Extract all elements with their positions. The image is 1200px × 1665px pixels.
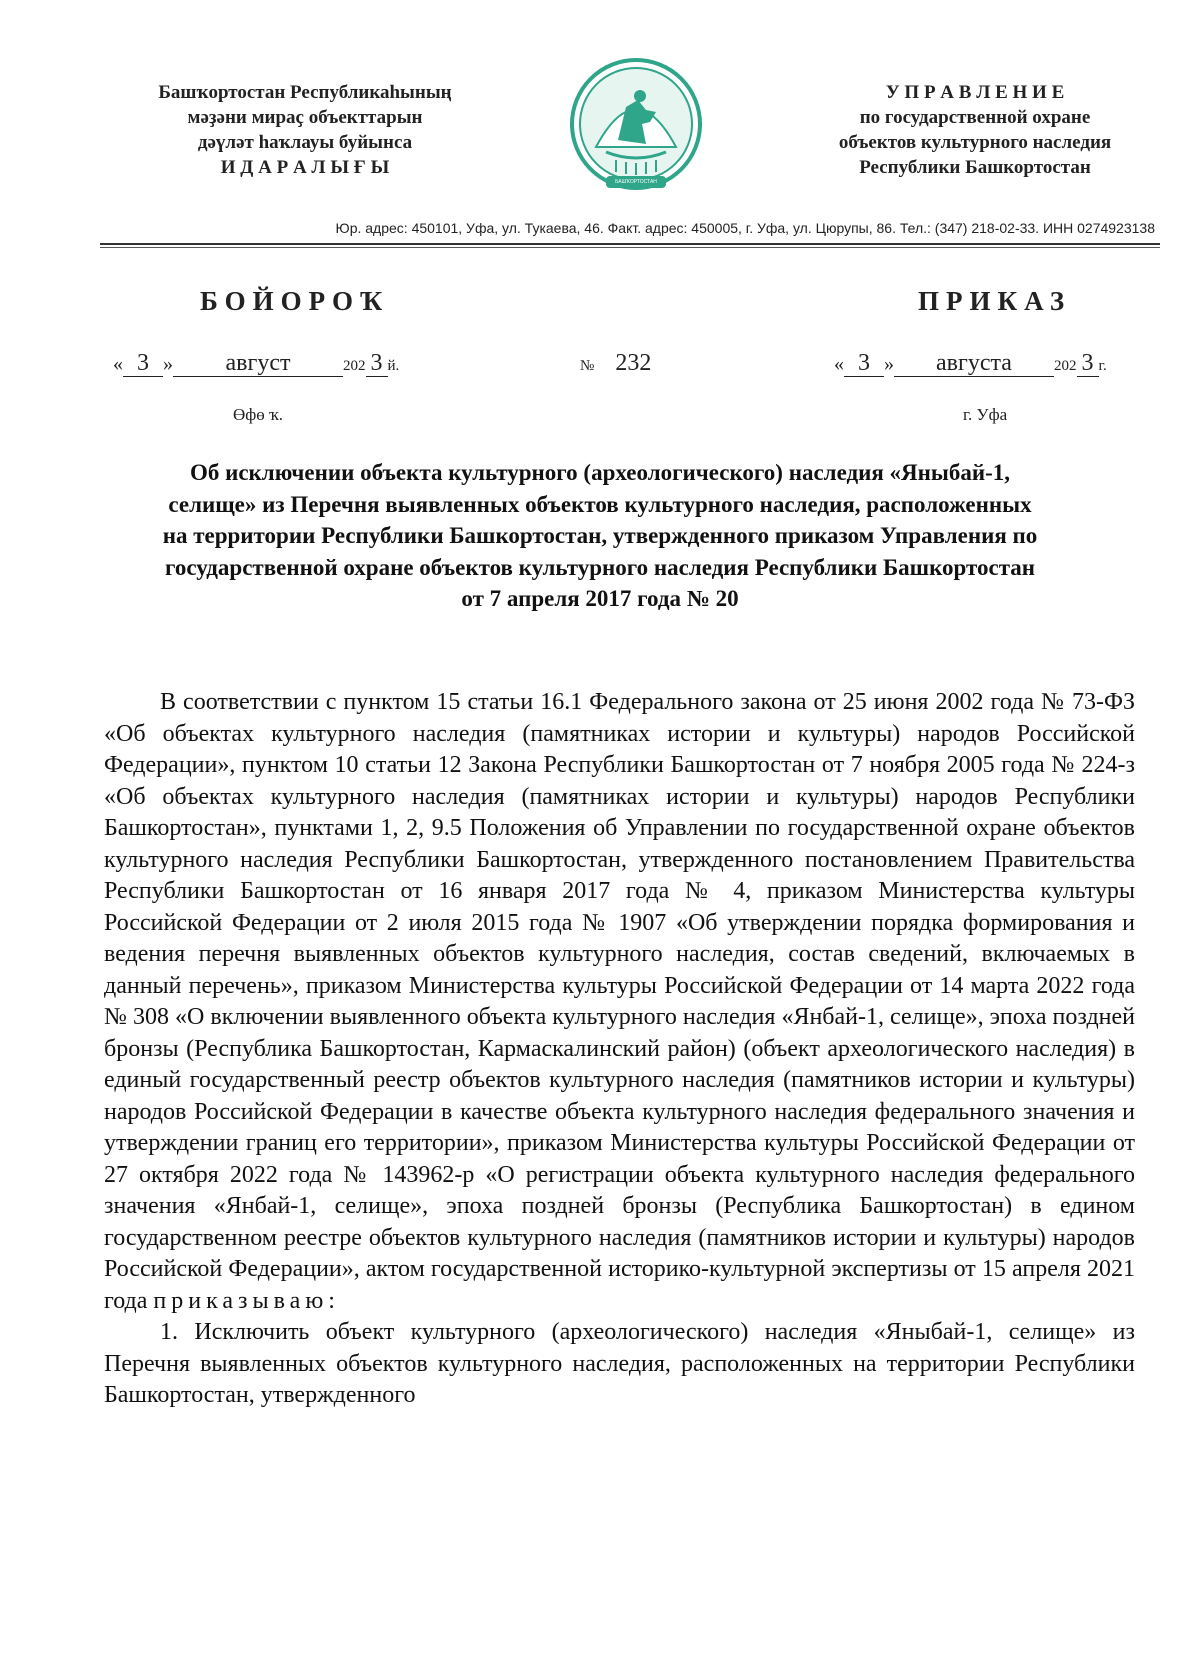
date-unit: г. <box>1098 358 1107 374</box>
paragraph-text: В соответствии с пунктом 15 статьи 16.1 Федерального закона от 25 июня 2002 года № 73-ФЗ «Об объектах культурного наследия (памятниках истории и культуры) народов Российской Федерации», пунктом 10 статьи 12 Закона Республики Башкортостан от 7 ноября 2005 года № 224-з «Об объектах культурного наследия (памятниках истории и культуры) народов Республики Башкортостан», пунктами 1, 2, 9.5 Положения об Управлении по государственной охране объектов культурного наследия Республики Башкортостан, утвержденного постановлением Правительства Республики Башкортостан от 16 января 2017 года № 4, приказом Министерства культуры Российской Федерации от 2 июля 2015 года № 1907 «Об утверждении порядка формирования и ведения перечня выявленных объектов культурного наследия, состав сведений, включаемых в данный перечень», приказом Министерства культуры Российской Федерации от 14 марта 2022 года № 308 «О включении выявленного объекта культурного наследия «Янбай-1, селище», эпоха поздней бронзы (Республика Башкортостан, Кармаскалинский район) (объект археологического наследия) в единый государственный реестр объектов культурного наследия (памятников истории и культуры) народов Российской Федерации в качестве объекта культурного наследия федерального значения и утверждении границ его территории», приказом Министерства культуры Российской Федерации от 27 октября 2022 года № 143962-р «О регистрации объекта культурного наследия федерального значения «Янбай-1, селище», эпоха поздней бронзы (Республика Башкортостан) в едином государственном реестре объектов культурного наследия (памятников истории и культуры) народов Российской Федерации», актом государственной историко-культурной экспертизы от 15 апреля 2021 года <box>104 689 1135 1314</box>
header-divider <box>100 243 1160 245</box>
quote-open: « <box>834 353 844 375</box>
doctype-bashkir: БОЙОРОҠ <box>200 286 390 316</box>
date-day: 3 <box>844 350 884 377</box>
republic-emblem-icon <box>566 52 706 202</box>
header-bashkir-line: дәүләт һаҡлауы буйынса <box>197 132 413 153</box>
header-russian-line: объектов культурного наследия <box>838 132 1112 153</box>
quote-close: » <box>163 353 173 375</box>
quote-open: « <box>113 353 123 375</box>
quote-close: » <box>884 353 894 375</box>
header-russian-block <box>795 80 1155 180</box>
date-year-suffix: 3 <box>1077 350 1099 377</box>
header-bashkir-line: мәҙәни мираҫ объекттарын <box>187 107 423 128</box>
date-russian <box>834 350 1107 377</box>
header-bashkir-block <box>95 80 515 180</box>
order-number <box>580 350 651 377</box>
date-year-suffix: 3 <box>366 350 388 377</box>
date-month: августа <box>894 350 1054 377</box>
header-bashkir-line: Башҡортостан Республикаһының <box>158 82 452 103</box>
order-word: приказываю: <box>153 1287 340 1314</box>
document-body <box>104 687 1135 1412</box>
header-divider-thin <box>100 247 1160 248</box>
body-paragraph <box>104 687 1135 1317</box>
date-year-prefix: 202 <box>1054 358 1077 374</box>
city-bashkir: Өфө ҡ. <box>233 405 284 424</box>
doctype-russian: ПРИКАЗ <box>918 286 1072 316</box>
date-unit: й. <box>387 358 400 374</box>
header-russian-line: У П Р А В Л Е Н И Е <box>885 82 1065 103</box>
date-month: август <box>173 350 343 377</box>
body-paragraph: 1. Исключить объект культурного (археологического) наследия «Яныбай-1, селище» из Перечня выявленных объектов культурного наследия, расположенных на территории Республики Башкортостан, утвержденного <box>104 1319 1135 1408</box>
emblem-text: БАШҠОРТОСТАН <box>615 179 657 185</box>
date-day: 3 <box>123 350 163 377</box>
number-value: 232 <box>615 350 652 376</box>
date-bashkir <box>113 350 399 377</box>
header-bashkir-line: И Д А Р А Л Ы Ғ Ы <box>220 157 390 178</box>
number-sign: № <box>580 358 595 374</box>
address-line: Юр. адрес: 450101, Уфа, ул. Тукаева, 46. Факт. адрес: 450005, г. Уфа, ул. Цюрупы, 86. Тел.: (347) 218-02-33. ИНН 0274923138 <box>335 220 1155 236</box>
city-russian: г. Уфа <box>963 405 1008 424</box>
header-russian-line: по государственной охране <box>859 107 1091 128</box>
document-title: Об исключении объекта культурного (археологического) наследия «Яныбай-1, селище» из Перечня выявленных объектов культурного наследия, расположенных на территории Республики Башкортостан, утвержденного приказом Управления по государственной охране объектов культурного наследия Республики Башкортостан от 7 апреля 2017 года № 20 <box>162 460 1038 611</box>
header-russian-line: Республики Башкортостан <box>859 157 1091 178</box>
date-year-prefix: 202 <box>343 358 366 374</box>
